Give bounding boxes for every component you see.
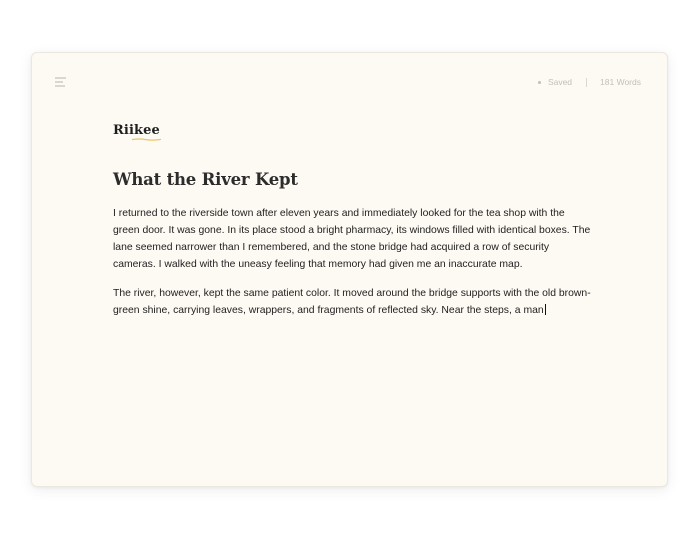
editor-window <box>31 52 668 487</box>
paragraph-with-caret[interactable] <box>113 285 593 319</box>
status-bar <box>538 77 641 87</box>
menu-icon[interactable] <box>54 75 68 89</box>
word-count: 181 Words <box>600 77 641 87</box>
status-divider <box>586 78 587 87</box>
document-title[interactable]: What the River Kept <box>113 170 298 189</box>
saved-indicator-dot-icon <box>538 81 541 84</box>
save-status: Saved <box>547 77 573 87</box>
brand-logo <box>113 123 160 138</box>
text-caret <box>545 304 546 315</box>
paragraph[interactable]: I returned to the riverside town after eleven years and immediately looked for the tea shop with the green door. It was gone. In its place stood a bright pharmacy, its windows filled with identical boxes. The lane seemed narrower than I remembered, and the stone bridge had acquired a row of security cameras. I walked with the uneasy feeling that memory had given me an inaccurate map. <box>113 208 591 270</box>
document-body[interactable] <box>113 205 593 331</box>
paragraph[interactable]: The river, however, kept the same patient color. It moved around the bridge supports with the old brown-green shine, carrying leaves, wrappers, and fragments of reflected sky. Near the steps, a man <box>113 288 591 316</box>
brand-name: Riikee <box>113 123 160 138</box>
logo-underline-icon <box>132 138 161 141</box>
